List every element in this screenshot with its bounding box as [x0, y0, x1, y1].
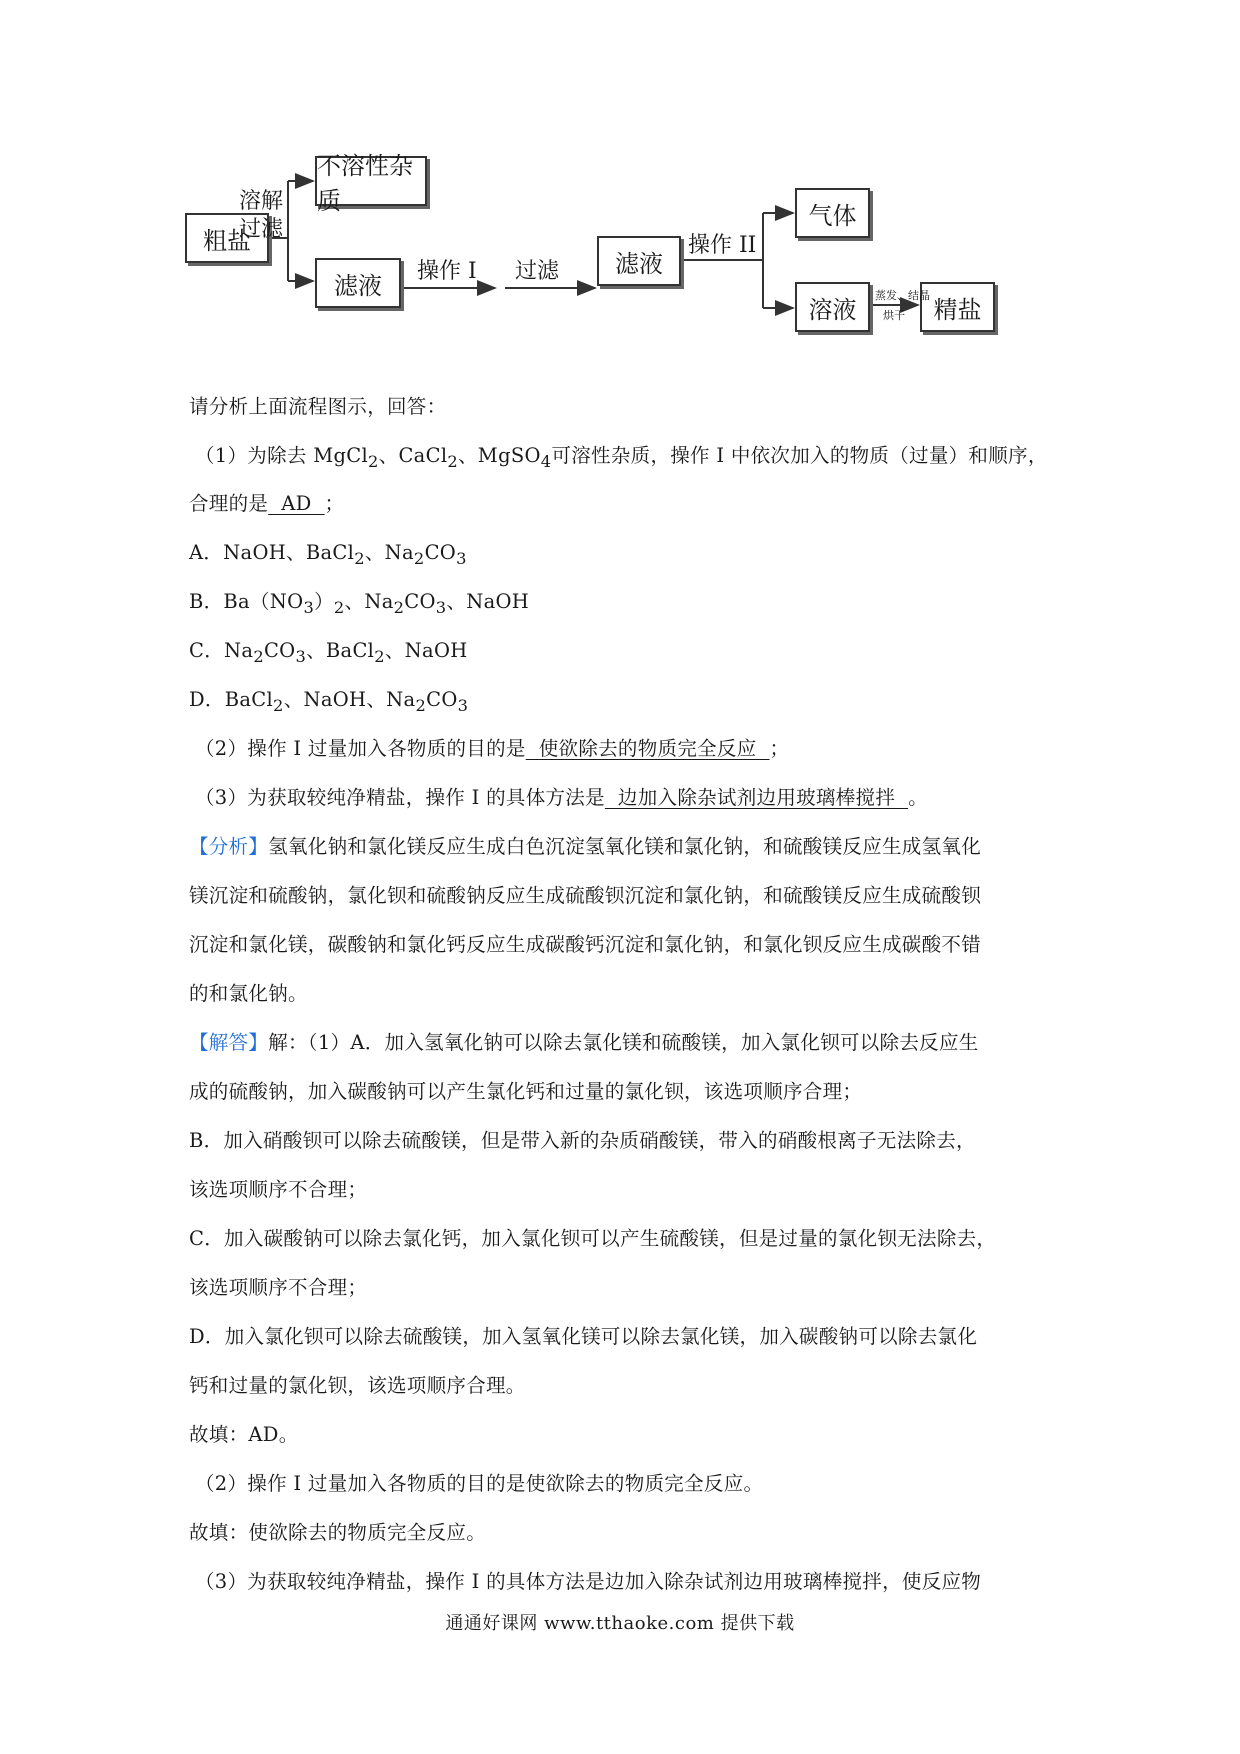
fill-answer-1: 故填：AD。 [189, 1423, 299, 1446]
solution-line-7: D．加入氯化钡可以除去硫酸镁，加入氢氧化镁可以除去氯化镁，加入碳酸钠可以除去氯化 [189, 1325, 978, 1348]
solution-line-5: C．加入碳酸钠可以除去氯化钙，加入氯化钡可以产生硫酸镁，但是过量的氯化钡无法除去， [189, 1227, 997, 1250]
solution-line-6: 该选项顺序不合理； [189, 1276, 368, 1299]
edge-label-filter-1: 过滤 [239, 217, 284, 242]
node-filtrate-1: 滤液 [315, 258, 401, 308]
edge-label-evaporate: 蒸发、结晶 [875, 289, 930, 302]
edge-label-dry: 烘干 [883, 309, 905, 322]
page-footer: 通通好课网 www.tthaoke.com 提供下载 [445, 1613, 795, 1634]
edge-label-operation-2: 操作 II [688, 233, 757, 258]
edge-label-dissolve: 溶解 [239, 189, 284, 214]
solution-line-2: 成的硫酸钠，加入碳酸钠可以产生氯化钙和过量的氯化钡，该选项顺序合理； [189, 1080, 863, 1103]
question-2: （2）操作 I 过量加入各物质的目的是 使欲除去的物质完全反应 ； [195, 737, 790, 760]
solution-line-9: （2）操作 I 过量加入各物质的目的是使欲除去的物质完全反应。 [195, 1472, 764, 1495]
solution-line-3: B．加入硝酸钡可以除去硫酸镁，但是带入新的杂质硝酸镁，带入的硝酸根离子无法除去， [189, 1129, 976, 1152]
solution-line-8: 钙和过量的氯化钡，该选项顺序合理。 [189, 1374, 526, 1397]
solution-line-4: 该选项顺序不合理； [189, 1178, 368, 1201]
question-3: （3）为获取较纯净精盐，操作 I 的具体方法是 边加入除杂试剂边用玻璃棒搅拌 。 [195, 786, 928, 809]
analysis-line-1: 【分析】氢氧化钠和氯化镁反应生成白色沉淀氢氧化镁和氯化钠，和硫酸镁反应生成氢氧化 [189, 835, 982, 858]
node-crude-salt: 粗盐 [185, 213, 269, 263]
node-refined-salt: 精盐 [920, 282, 995, 332]
flowchart-connectors [185, 148, 1005, 378]
analysis-line-3: 沉淀和氯化镁，碳酸钠和氯化钙反应生成碳酸钙沉淀和氯化钠，和氯化钡反应生成碳酸不错 [189, 933, 982, 956]
node-filtrate-2: 滤液 [597, 236, 681, 286]
flowchart [185, 148, 1005, 378]
node-gas: 气体 [795, 188, 870, 238]
node-solution: 溶液 [795, 282, 870, 332]
analysis-tag: 【分析】 [189, 835, 269, 858]
analysis-line-2: 镁沉淀和硫酸钠，氯化钡和硫酸钠反应生成硫酸钡沉淀和氯化钠，和硫酸镁反应生成硫酸钡 [189, 884, 982, 907]
solution-line-1: 【解答】解：（1）A．加入氢氧化钠可以除去氯化镁和硫酸镁，加入氯化钡可以除去反应生 [189, 1031, 979, 1054]
option-a: A．NaOH、BaCl$_2$、$Na_2CO_3$ [189, 541, 467, 568]
edge-label-filter-2: 过滤 [515, 259, 560, 284]
analysis-line-4: 的和氯化钠。 [189, 982, 308, 1005]
option-d: D．BaCl$_2$、NaOH、$Na_2CO_3$ [189, 688, 469, 715]
question-1-line-2: 合理的是 AD ； [189, 492, 345, 515]
intro-line: 请分析上面流程图示，回答： [189, 395, 447, 418]
solution-line-10: （3）为获取较纯净精盐，操作 I 的具体方法是边加入除杂试剂边用玻璃棒搅拌，使反应物 [195, 1570, 982, 1593]
solution-tag: 【解答】 [189, 1031, 269, 1054]
answer-blank-1: AD [268, 492, 325, 515]
option-c: C．$Na_2CO_3$、BaCl$_2$、NaOH [189, 639, 468, 666]
fill-answer-2: 故填：使欲除去的物质完全反应。 [189, 1521, 487, 1544]
question-1-line-1: （1）为除去 MgCl$_2$、CaCl$_2$、MgSO$_4$可溶性杂质，操作 I 中依次加入的物质（过量）和顺序， [195, 444, 1048, 471]
option-b: B．$Ba(NO_3)_2$、$Na_2CO_3$、NaOH [189, 590, 530, 617]
answer-blank-2: 使欲除去的物质完全反应 [525, 737, 770, 760]
node-insoluble-impurity: 不溶性杂质 [315, 156, 427, 206]
answer-blank-3: 边加入除杂试剂边用玻璃棒搅拌 [604, 786, 909, 809]
edge-label-operation-1: 操作 I [417, 259, 477, 284]
